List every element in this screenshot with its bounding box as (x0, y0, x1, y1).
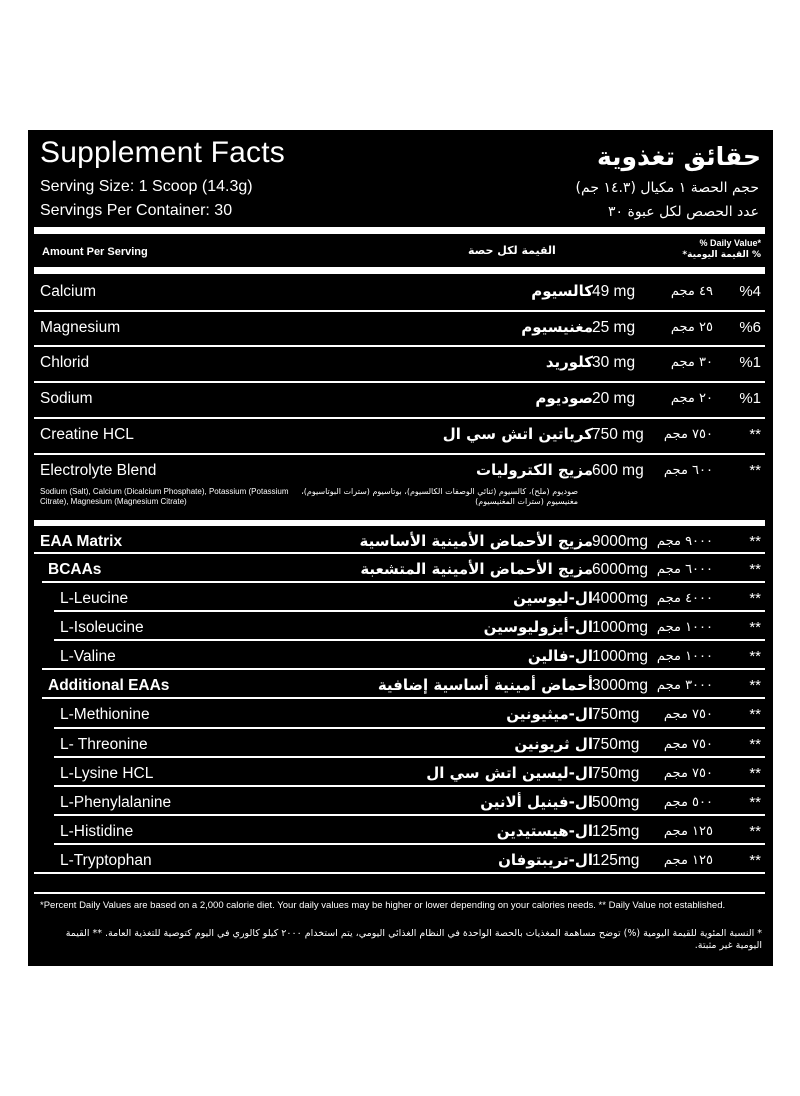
nutrient-amount: 30 mg (592, 354, 636, 371)
nutrient-name: Magnesium (40, 319, 121, 336)
nutrient-name: L-Lysine HCL (60, 765, 154, 782)
nutrient-amount: 750mg (592, 765, 640, 782)
nutrient-name: Sodium (40, 390, 93, 407)
thick-divider (34, 227, 765, 234)
nutrient-name-arabic: ال-هيستيدين (496, 822, 593, 840)
nutrient-amount-arabic: ٧٥٠ مجم (663, 707, 713, 722)
row-divider (54, 639, 765, 641)
nutrient-amount: 750mg (592, 706, 640, 723)
row-divider (54, 843, 765, 845)
servings-per-container: Servings Per Container: 30 (40, 202, 233, 219)
nutrient-amount-arabic: ١٠٠٠ مجم (656, 649, 713, 664)
supplement-facts-panel (28, 130, 773, 966)
nutrient-daily-value: ** (749, 794, 761, 811)
nutrient-amount: 125mg (592, 823, 640, 840)
row-divider (54, 727, 765, 729)
footnote-arabic: * النسبة المئوية للقيمة اليومية (%) توضح مساهمة المغذيات بالحصة الواحدة في النظام الغذائي اليومي، يتم استخدام ٢٠٠٠ كيلو كالوري في اليوم كتوصية للتغذية العامة. ** القيمة اليومية غير مثبتة. (65, 928, 762, 951)
row-divider (34, 872, 765, 874)
nutrient-name-arabic: مغنيسيوم (521, 318, 593, 336)
nutrient-daily-value: ** (749, 590, 761, 607)
row-divider (34, 310, 765, 312)
nutrient-name-arabic: كلوريد (545, 353, 593, 371)
nutrient-daily-value: ** (749, 648, 761, 665)
nutrient-daily-value: %1 (739, 390, 761, 407)
row-divider (54, 785, 765, 787)
nutrient-name-arabic: ال ثريونين (514, 735, 593, 753)
nutrient-name-arabic: مزيج الكتروليات (475, 461, 593, 479)
nutrient-amount-arabic: ٦٠٠٠ مجم (656, 562, 713, 577)
nutrient-amount-arabic: ٩٠٠٠ مجم (656, 534, 713, 549)
nutrient-amount-arabic: ٢٠ مجم (670, 391, 713, 406)
nutrient-name-arabic: ال-ليوسين (513, 589, 593, 607)
nutrient-name-arabic: كرياتين اتش سي ال (442, 425, 593, 443)
nutrient-amount-arabic: ٥٠٠ مجم (663, 795, 713, 810)
nutrient-amount: 750mg (592, 736, 640, 753)
nutrient-amount: 4000mg (592, 590, 649, 607)
nutrient-sub-ingredients-arabic: صوديوم (ملح)، كالسيوم (ثنائي الوصفات الكالسيوم)، بوتاسيوم (سترات البوتاسيوم)، مغنيسيوم (سترات المغنيسيوم) (301, 487, 578, 506)
nutrient-daily-value: ** (749, 619, 761, 636)
nutrient-daily-value: %4 (739, 283, 761, 300)
nutrient-amount: 6000mg (592, 561, 649, 578)
nutrient-name-arabic: صوديوم (535, 389, 593, 407)
nutrient-name: L-Methionine (60, 706, 150, 723)
nutrient-name-arabic: أحماض أمينية أساسية إضافية (377, 676, 593, 694)
nutrient-amount-arabic: ٣٠٠٠ مجم (656, 678, 713, 693)
row-divider (34, 381, 765, 383)
nutrient-amount: 500mg (592, 794, 640, 811)
nutrient-daily-value: %1 (739, 354, 761, 371)
amount-per-serving-label-arabic: القيمة لكل حصة (468, 244, 556, 257)
nutrient-name: L-Leucine (60, 590, 129, 607)
nutrient-amount: 600 mg (592, 462, 644, 479)
nutrient-name-arabic: ال-ليسين اتش سي ال (426, 764, 593, 782)
nutrient-amount: 1000mg (592, 648, 649, 665)
panel-title-arabic: حقائق تغذوية (596, 142, 761, 171)
nutrient-name: Creatine HCL (40, 426, 134, 443)
nutrient-amount-arabic: ٤٩ مجم (670, 284, 713, 299)
nutrient-amount: 1000mg (592, 619, 649, 636)
serving-size: Serving Size: 1 Scoop (14.3g) (40, 178, 253, 195)
nutrient-amount-arabic: ٧٥٠ مجم (663, 737, 713, 752)
servings-per-container-arabic: عدد الحصص لكل عبوة ٣٠ (607, 204, 759, 220)
nutrient-name-arabic: ال-أيزوليوسين (483, 618, 593, 636)
nutrient-name: L-Phenylalanine (60, 794, 172, 811)
nutrient-amount-arabic: ٣٠ مجم (670, 355, 713, 370)
footnote: *Percent Daily Values are based on a 2,000 calorie diet. Your daily values may be higher or lower depending on your calories needs. ** Daily Value not established. (40, 900, 726, 911)
nutrient-amount: 49 mg (592, 283, 636, 300)
nutrient-amount-arabic: ٧٥٠ مجم (663, 766, 713, 781)
nutrient-daily-value: ** (749, 561, 761, 578)
nutrient-amount: 750 mg (592, 426, 644, 443)
nutrient-amount: 20 mg (592, 390, 636, 407)
nutrient-amount-arabic: ٢٥ مجم (670, 320, 713, 335)
serving-size-arabic: حجم الحصة ١ مكيال (١٤.٣ جم) (575, 180, 759, 196)
nutrient-amount-arabic: ١٢٥ مجم (663, 853, 713, 868)
nutrient-name: EAA Matrix (40, 533, 123, 550)
nutrient-amount-arabic: ٧٥٠ مجم (663, 427, 713, 442)
nutrient-name-arabic: مزيج الأحماض الأمينية الأساسية (359, 532, 593, 550)
nutrient-name: L-Tryptophan (60, 852, 152, 869)
nutrient-name: L-Isoleucine (60, 619, 144, 636)
nutrient-name-arabic: ال-فينيل ألانين (480, 793, 593, 811)
nutrient-amount: 25 mg (592, 319, 636, 336)
nutrient-amount-arabic: ١٠٠٠ مجم (656, 620, 713, 635)
nutrient-name: Calcium (40, 283, 96, 300)
nutrient-daily-value: ** (749, 765, 761, 782)
row-divider (54, 610, 765, 612)
nutrient-daily-value: ** (749, 533, 761, 550)
nutrient-amount: 3000mg (592, 677, 649, 694)
nutrient-sub-ingredients: Sodium (Salt), Calcium (Dicalcium Phosphate), Potassium (Potassium Citrate), Magnesium (Magnesium Citrate) (40, 487, 289, 506)
row-divider (54, 756, 765, 758)
nutrient-daily-value: ** (749, 462, 761, 479)
panel-title: Supplement Facts (40, 136, 285, 169)
daily-value-label: % Daily Value* (699, 238, 761, 248)
footnote-divider (34, 892, 765, 894)
nutrient-daily-value: ** (749, 426, 761, 443)
row-divider (34, 552, 765, 554)
amount-per-serving-label: Amount Per Serving (42, 246, 148, 258)
nutrient-name: L-Histidine (60, 823, 134, 840)
thick-divider (34, 267, 765, 274)
row-divider (42, 697, 765, 699)
thick-divider (34, 520, 765, 526)
nutrient-name-arabic: مزيج الأحماض الأمينية المتشعبة (360, 560, 593, 578)
nutrient-name-arabic: ال-تريبتوفان (498, 851, 593, 869)
nutrient-name-arabic: ال-ميثيونين (506, 705, 593, 723)
nutrient-name: Electrolyte Blend (40, 462, 157, 479)
nutrient-name-arabic: ال-فالين (527, 647, 593, 665)
row-divider (42, 581, 765, 583)
row-divider (34, 345, 765, 347)
nutrient-name: Chlorid (40, 354, 90, 371)
nutrient-amount-arabic: ١٢٥ مجم (663, 824, 713, 839)
nutrient-name: Additional EAAs (48, 677, 170, 694)
row-divider (34, 417, 765, 419)
nutrient-amount: 125mg (592, 852, 640, 869)
nutrient-daily-value: ** (749, 823, 761, 840)
nutrient-daily-value: ** (749, 736, 761, 753)
nutrient-daily-value: %6 (739, 319, 761, 336)
nutrient-daily-value: ** (749, 852, 761, 869)
daily-value-label-arabic: *القيمة اليومية % (682, 250, 761, 260)
nutrient-name: BCAAs (48, 561, 102, 578)
nutrient-name: L- Threonine (60, 736, 148, 753)
nutrient-name: L-Valine (60, 648, 116, 665)
row-divider (54, 814, 765, 816)
nutrient-amount-arabic: ٦٠٠ مجم (663, 463, 713, 478)
nutrient-amount-arabic: ٤٠٠٠ مجم (656, 591, 713, 606)
nutrient-name-arabic: كالسيوم (531, 282, 593, 300)
nutrient-daily-value: ** (749, 677, 761, 694)
nutrient-daily-value: ** (749, 706, 761, 723)
row-divider (34, 453, 765, 455)
nutrient-amount: 9000mg (592, 533, 649, 550)
row-divider (42, 668, 765, 670)
